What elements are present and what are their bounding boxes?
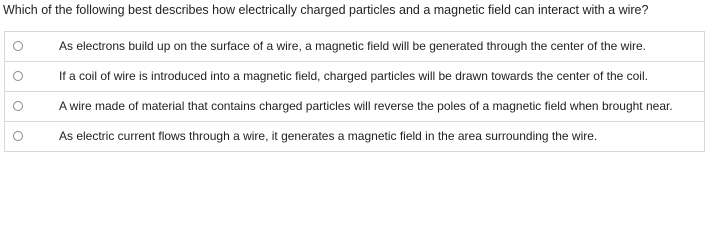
- answer-choice-label: If a coil of wire is introduced into a magnetic field, charged particles will be drawn towards the center of the coil.: [59, 69, 648, 83]
- radio-button-icon[interactable]: [13, 71, 23, 81]
- answer-choice-1[interactable]: [4, 32, 705, 62]
- radio-button-icon[interactable]: [13, 131, 23, 141]
- answer-choice-4[interactable]: [4, 122, 705, 152]
- radio-button-icon[interactable]: [13, 41, 23, 51]
- answer-choice-label: As electrons build up on the surface of a wire, a magnetic field will be generated through the center of the wire.: [59, 39, 647, 53]
- answer-choice-label: A wire made of material that contains charged particles will reverse the poles of a magnetic field when brought near.: [59, 99, 673, 113]
- answer-choice-3[interactable]: [4, 92, 705, 122]
- answer-choice-2[interactable]: [4, 62, 705, 92]
- radio-button-icon[interactable]: [13, 101, 23, 111]
- question-text: Which of the following best describes how electrically charged particles and a magnetic field can interact with a wire?: [3, 3, 649, 17]
- answer-choice-label: As electric current flows through a wire, it generates a magnetic field in the area surrounding the wire.: [59, 129, 598, 143]
- answer-choices: [4, 31, 705, 152]
